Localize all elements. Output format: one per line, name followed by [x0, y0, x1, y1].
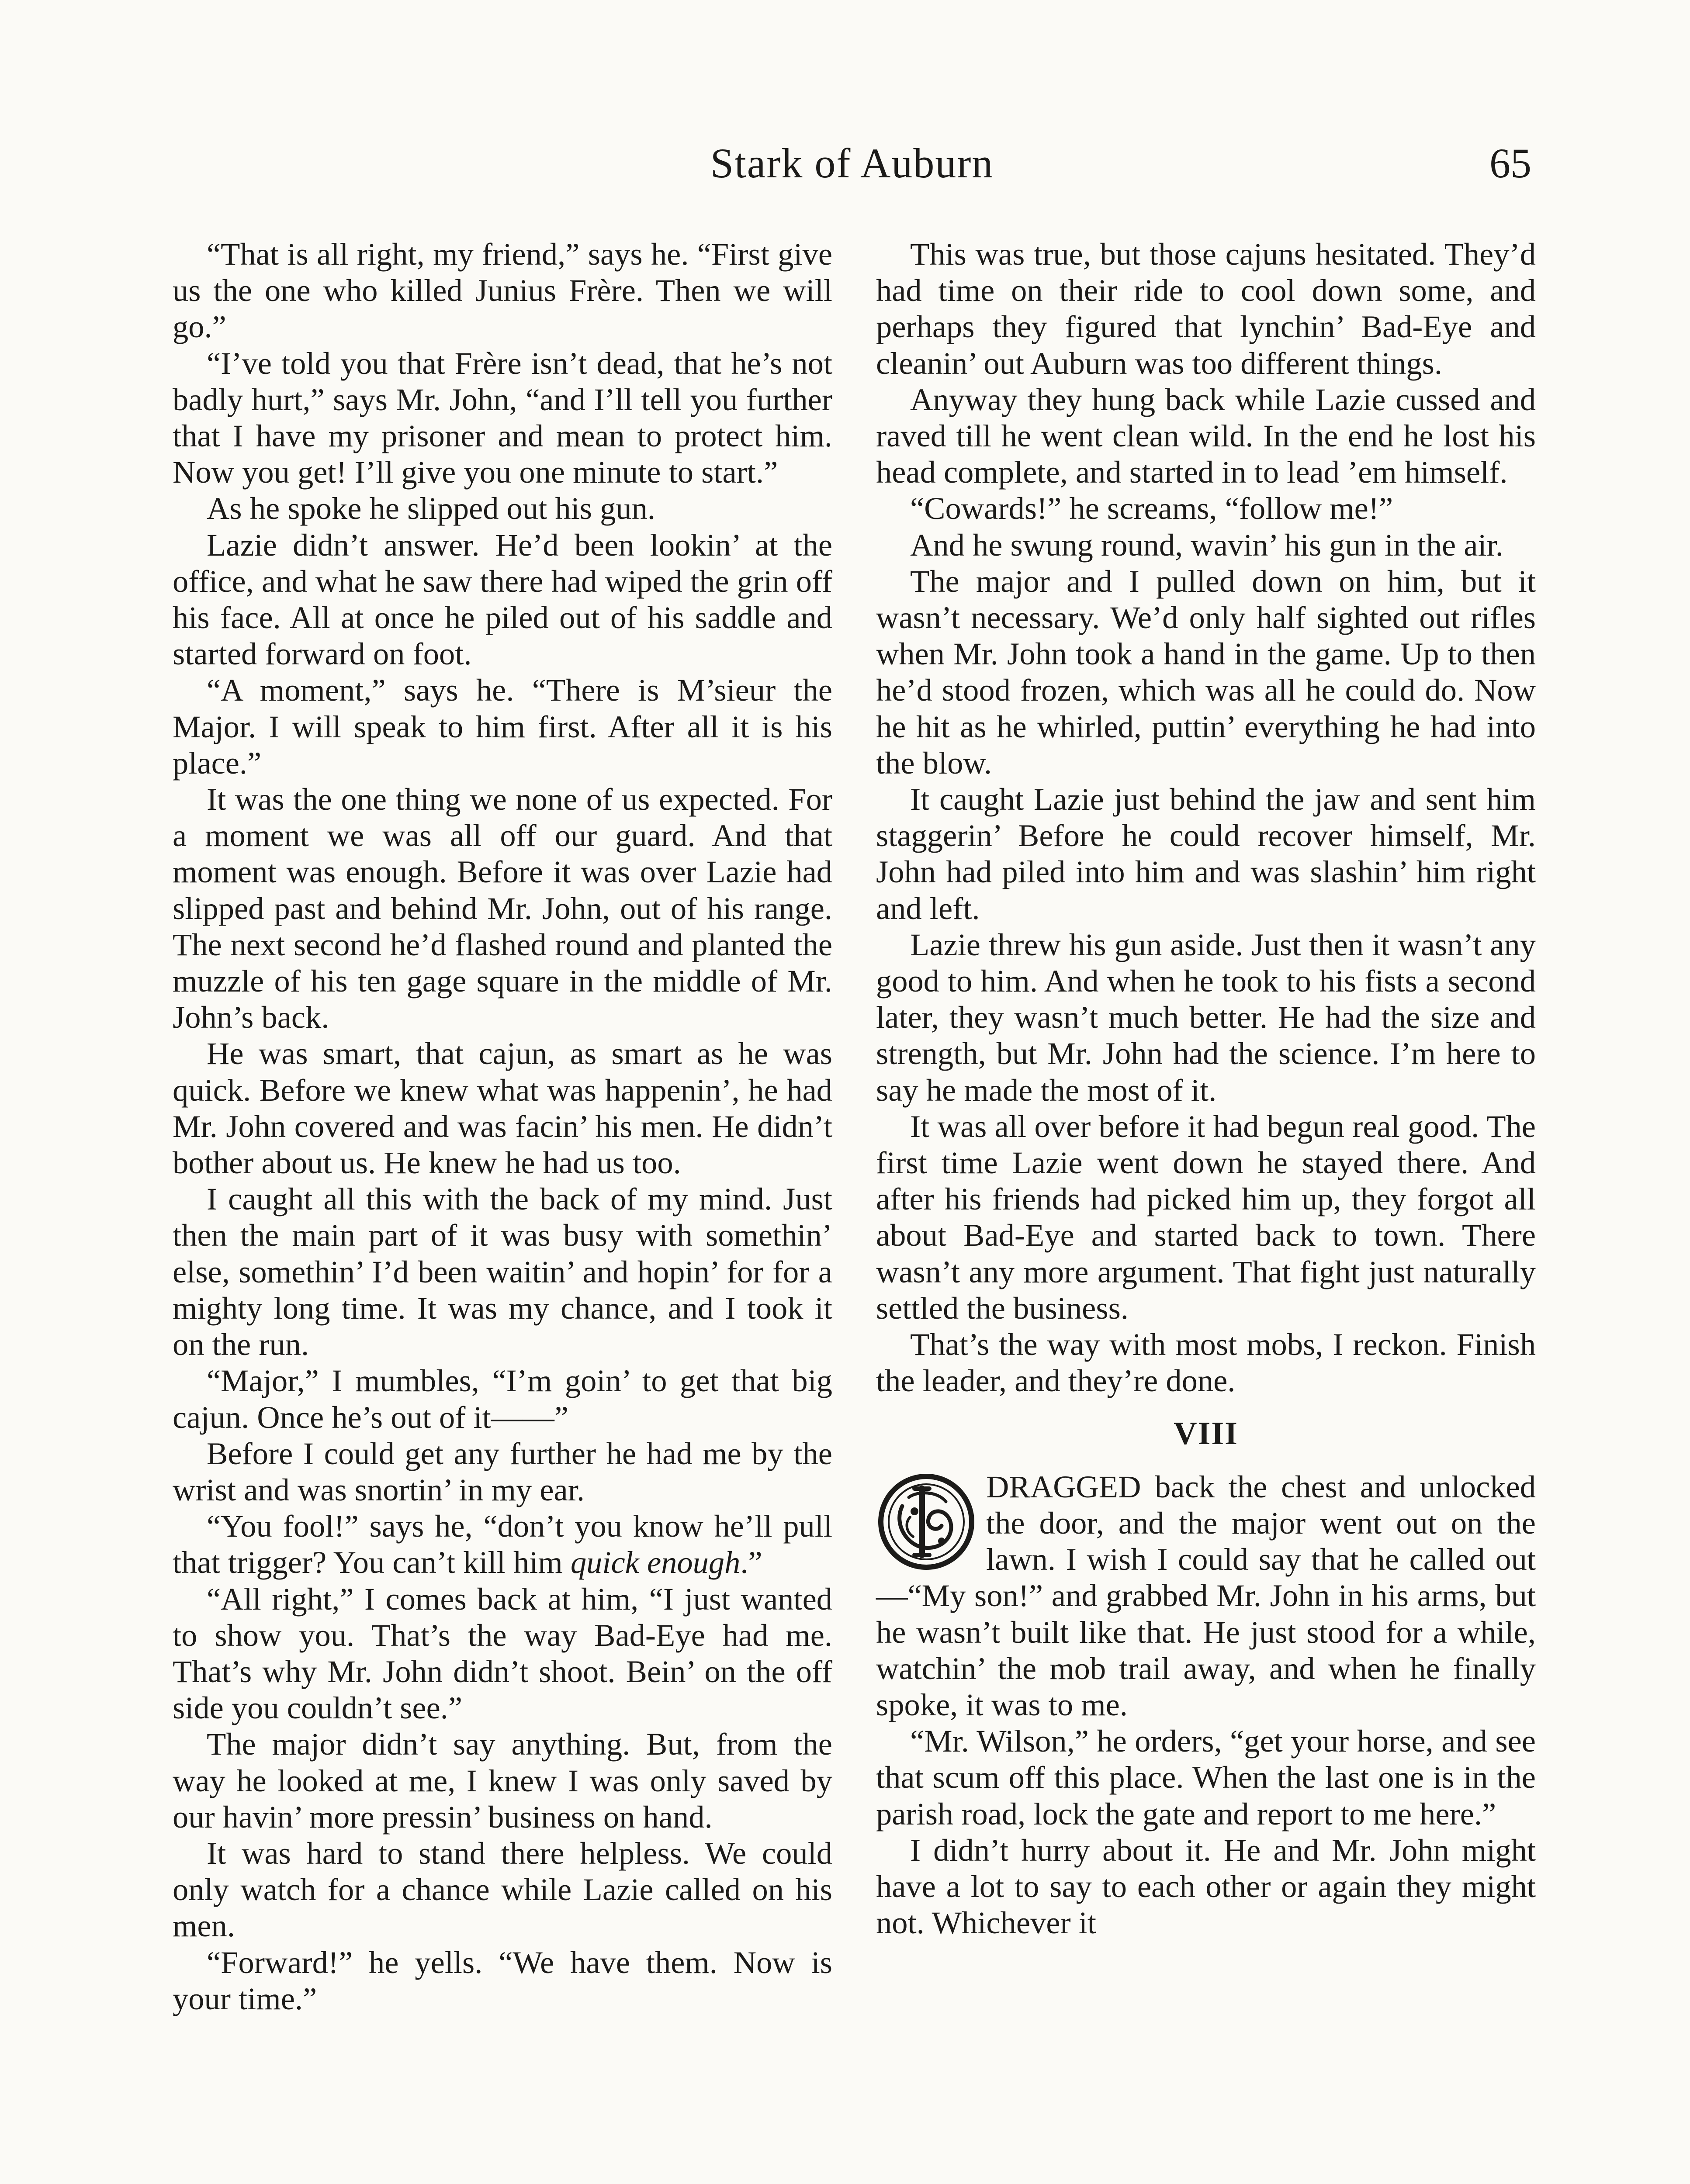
paragraph: Anyway they hung back while Lazie cussed and raved till he went clean wild. In the end he lost his head complete, and started in to lead ’em himself.: [876, 381, 1536, 490]
paragraph: That’s the way with most mobs, I reckon. Finish the leader, and they’re done.: [876, 1327, 1536, 1399]
running-title: Stark of Auburn: [710, 140, 994, 187]
paragraph: “Forward!” he yells. “We have them. Now is your time.”: [173, 1944, 832, 2016]
section-heading: VIII: [1174, 1415, 1238, 1451]
paragraph: “That is all right, my friend,” says he. “First give us the one who killed Junius Frère. Then we will go.”: [173, 236, 832, 345]
paragraph: It was hard to stand there helpless. We could only watch for a chance while Lazie called on his men.: [173, 1835, 832, 1944]
italic-emphasis: quick enough: [570, 1545, 741, 1580]
paragraph: Lazie threw his gun aside. Just then it wasn’t any good to him. And when he took to his fists a second later, they wasn’t much better. He had the size and strength, but Mr. John had the science. I’m here to say he made the most of it.: [876, 926, 1536, 1108]
paragraph: This was true, but those cajuns hesitated. They’d had time on their ride to cool down some, and perhaps they figured that lynchin’ Bad-Eye and cleanin’ out Auburn was too different things.: [876, 236, 1536, 381]
section-opening-text: DRAGGED back the chest and unlocked the door, and the major went out on the lawn. I wish I could say that he called out—“My son!” and grabbed Mr. John in his arms, but he wasn’t built like that. He just stood for a while, watchin’ the mob trail away, and when he finally spoke, it was to me.: [876, 1469, 1536, 1722]
paragraph: “Major,” I mumbles, “I’m goin’ to get that big cajun. Once he’s out of it——”: [173, 1363, 832, 1435]
paragraph: Lazie didn’t answer. He’d been lookin’ at the office, and what he saw there had wiped the grin off his face. All at once he piled out of his saddle and started forward on foot.: [173, 527, 832, 672]
ornamental-drop-cap-icon: [876, 1471, 977, 1572]
paragraph: The major didn’t say anything. But, from the way he looked at me, I knew I was only saved by our havin’ more pressin’ business on hand.: [173, 1726, 832, 1835]
paragraph: I didn’t hurry about it. He and Mr. John might have a lot to say to each other or again they might not. Whichever it: [876, 1832, 1536, 1941]
paragraph-quick-enough: [173, 1508, 832, 1580]
page-header: [173, 139, 1531, 196]
paragraph: It caught Lazie just behind the jaw and sent him staggerin’ Before he could recover himself, Mr. John had piled into him and was slashin’ him right and left.: [876, 781, 1536, 926]
paragraph: And he swung round, wavin’ his gun in the air.: [910, 527, 1503, 563]
paragraph: Before I could get any further he had me by the wrist and was snortin’ in my ear.: [173, 1435, 832, 1507]
paragraph: “All right,” I comes back at him, “I just wanted to show you. That’s the way Bad-Eye had me. That’s why Mr. John didn’t shoot. Bein’ on the off side you couldn’t see.”: [173, 1581, 832, 1726]
paragraph: The major and I pulled down on him, but it wasn’t necessary. We’d only half sighted out rifles when Mr. John took a hand in the game. Up to then he’d stood frozen, which was all he could do. Now he hit as he whirled, puttin’ everything he had into the blow.: [876, 563, 1536, 781]
paragraph: “A moment,” says he. “There is M’sieur the Major. I will speak to him first. After all it is his place.”: [173, 672, 832, 781]
paragraph: “Cowards!” he screams, “follow me!”: [910, 491, 1393, 526]
paragraph: It was all over before it had begun real good. The first time Lazie went down he stayed there. And after his friends had picked him up, they forgot all about Bad-Eye and started back to town. There wasn’t any more argument. That fight just naturally settled the business.: [876, 1108, 1536, 1326]
paragraph: He was smart, that cajun, as smart as he was quick. Before we knew what was happenin’, he had Mr. John covered and was facin’ his men. He didn’t bother about us. He knew he had us too.: [173, 1036, 832, 1181]
paragraph: As he spoke he slipped out his gun.: [207, 491, 656, 526]
paragraph: It was the one thing we none of us expected. For a moment we was all off our guard. And that moment was enough. Before it was over Lazie had slipped past and behind Mr. John, out of his range. The next second he’d flashed round and planted the muzzle of his ten gage square in the middle of Mr. John’s back.: [173, 781, 832, 1035]
paragraph: I caught all this with the back of my mind. Just then the main part of it was busy with somethin’ else, somethin’ I’d been waitin’ and hopin’ for for a mighty long time. It was my chance, and I took it on the run.: [173, 1181, 832, 1362]
left-column: [173, 236, 832, 2017]
quote-text-end: .”: [740, 1545, 762, 1580]
paragraph: “I’ve told you that Frère isn’t dead, that he’s not badly hurt,” says Mr. John, “and I’ll tell you further that I have my prisoner and mean to protect him. Now you get! I’ll give you one minute to start.”: [173, 345, 832, 490]
paragraph: “Mr. Wilson,” he orders, “get your horse, and see that scum off this place. When the last one is in the parish road, lock the gate and report to me here.”: [876, 1723, 1536, 1832]
quote-text: “You fool!” says he, “don’t you know he’ll pull that trigger? You can’t kill him: [173, 1508, 832, 1580]
page-number: 65: [1489, 140, 1531, 187]
section-opening-paragraph: [876, 1469, 1536, 1723]
right-column: [876, 236, 1536, 1941]
